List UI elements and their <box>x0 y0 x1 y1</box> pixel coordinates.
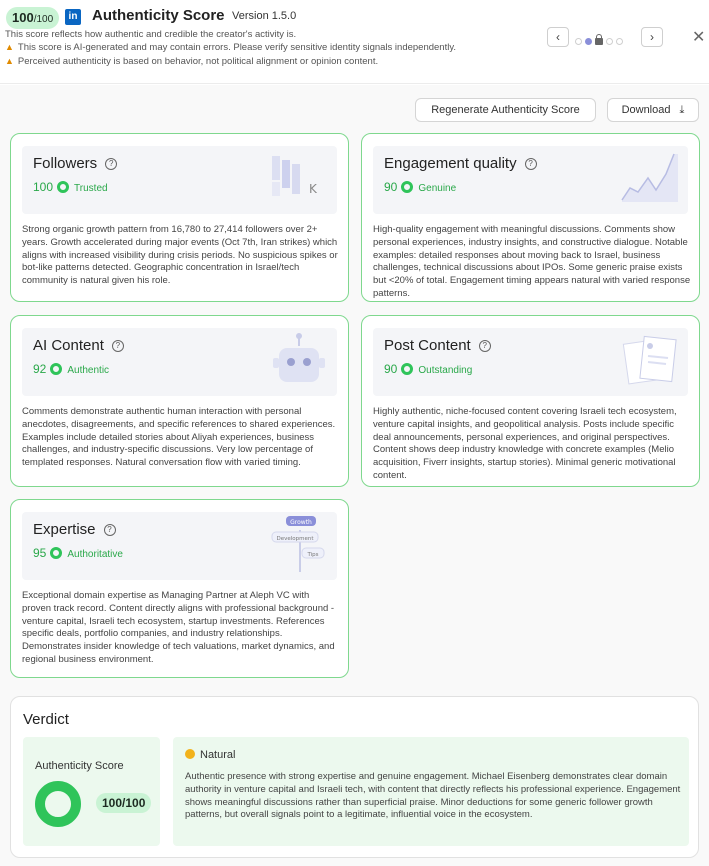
page-title: Authenticity Score <box>92 7 225 24</box>
verdict-summary-box <box>173 737 689 846</box>
verdict-panel <box>10 696 699 858</box>
card-header <box>22 512 337 580</box>
download-button[interactable] <box>607 98 699 122</box>
card-description: Exceptional domain expertise as Managing Partner at Aleph VC with proven track record. Content directly aligns with professional background - venture capital, Israeli tech ecosystem, startup investments. References specific deals, portfolio companies, and industry relationships. Demonstrates insider knowledge of tech valuations, market dynamics, and regional business environment. <box>22 590 335 665</box>
header-score-max: /100 <box>33 14 54 25</box>
score-value: 90 <box>384 362 398 376</box>
verdict-score-title: Authenticity Score <box>35 760 124 772</box>
card-header <box>373 328 688 396</box>
prev-button[interactable] <box>547 27 569 47</box>
status-dot-icon <box>185 749 195 759</box>
score-ring-icon <box>50 363 62 375</box>
header-subtitle: This score reflects how authentic and credible the creator's activity is. <box>5 29 297 40</box>
card-score <box>384 180 456 194</box>
warning-icon: ▲ <box>5 42 14 52</box>
verdict-status <box>185 749 235 761</box>
score-value: 95 <box>33 546 47 560</box>
card-description: Highly authentic, niche-focused content covering Israeli tech ecosystem, venture capital insights, and geopolitical analysis. Posts include specific deal announcements, personal experiences, and original perspectives. Content shows deep industry knowledge with concrete examples (Melio acquisition, Fiverr insights, startup stories). Minimal generic motivational content. <box>373 406 677 481</box>
card-title: Engagement quality ? <box>384 155 537 172</box>
score-value: 90 <box>384 180 398 194</box>
svg-text:Growth: Growth <box>290 519 312 526</box>
score-ring-icon <box>50 547 62 559</box>
card-description: Comments demonstrate authentic human interaction with personal anecdotes, disagreements, and specific references to shared experiences. Examples include detailed stories about Aliyah experiences, business challenges, and industry-specific discussions. Very low percentage of templated responses. Natural conversation flow with varied timing. <box>22 406 336 469</box>
card-expertise <box>10 499 349 678</box>
score-label: Trusted <box>74 183 108 194</box>
page-dot[interactable] <box>575 38 582 45</box>
chevron-right-icon: › <box>650 30 654 44</box>
score-ring-icon <box>401 363 413 375</box>
card-header <box>22 146 337 214</box>
score-label: Outstanding <box>418 365 473 376</box>
regenerate-button[interactable]: Regenerate Authenticity Score <box>415 98 596 122</box>
chevron-left-icon: ‹ <box>556 30 560 44</box>
help-icon[interactable]: ? <box>112 340 124 352</box>
svg-text:Tips: Tips <box>307 552 319 558</box>
score-ring-icon <box>57 181 69 193</box>
card-score <box>33 180 108 194</box>
post-documents-icon <box>620 332 680 390</box>
download-icon: ⤓ <box>679 104 685 116</box>
score-label: Genuine <box>418 183 457 194</box>
next-button[interactable] <box>641 27 663 47</box>
verdict-text: Authentic presence with strong expertise and genuine engagement. Michael Eisenberg demonstrates clear domain authority in venture capital and Israeli tech, with content that directly reflects his professional experience. Engagement shows meaningful discussions rather than superficial praise. Minor deductions for some generic follower growth patterns, but overall signals point to a legitimate, influential voice in the ecosystem. <box>185 771 681 821</box>
card-header <box>373 146 688 214</box>
score-label: Authoritative <box>67 549 123 560</box>
version-label: Version 1.5.0 <box>232 10 297 22</box>
header-score-badge <box>6 7 59 29</box>
card-title: Expertise ? <box>33 521 116 538</box>
page-dot-active[interactable] <box>585 38 592 45</box>
help-icon[interactable]: ? <box>104 524 116 536</box>
card-engagement-quality <box>361 133 700 302</box>
robot-icon <box>269 332 329 390</box>
followers-chart-icon <box>269 150 329 208</box>
help-icon[interactable]: ? <box>479 340 491 352</box>
card-title: Post Content ? <box>384 337 491 354</box>
warning-text: This score is AI-generated and may contain errors. Please verify sensitive identity signals independently. <box>17 42 457 53</box>
page-indicator <box>575 33 626 41</box>
card-score <box>33 546 123 560</box>
warning-line-1 <box>5 42 456 53</box>
card-score <box>33 362 109 376</box>
svg-text:K: K <box>309 182 317 196</box>
page-dot[interactable] <box>606 38 613 45</box>
close-icon[interactable]: ✕ <box>692 29 706 46</box>
score-label: Authentic <box>67 365 110 376</box>
verdict-score-value: 100/100 <box>96 793 151 813</box>
download-label: Download <box>621 104 671 116</box>
score-value: 100 <box>33 180 54 194</box>
card-followers <box>10 133 349 302</box>
lock-icon <box>595 38 603 45</box>
card-title: AI Content ? <box>33 337 124 354</box>
card-ai-content <box>10 315 349 487</box>
help-icon[interactable]: ? <box>105 158 117 170</box>
header <box>0 0 709 84</box>
card-score <box>384 362 472 376</box>
verdict-status-label: Natural <box>200 749 236 761</box>
warning-text: Perceived authenticity is based on behavior, not political alignment or opinion content. <box>17 56 379 67</box>
header-score-value: 100 <box>12 10 34 25</box>
card-title: Followers ? <box>33 155 117 172</box>
verdict-score-box <box>23 737 160 846</box>
card-description: High-quality engagement with meaningful discussions. Comments show personal experiences, industry insights, and constructive dialogue. Notable examples: detailed responses about moving back to Israel, business challenges, technical discussions about IPOs. Some generic praise exists but <20% of total. Engagement timing appears natural with varied response patterns. <box>373 224 691 299</box>
score-value: 92 <box>33 362 47 376</box>
card-header <box>22 328 337 396</box>
page-dot[interactable] <box>616 38 623 45</box>
help-icon[interactable]: ? <box>525 158 537 170</box>
score-ring-icon <box>401 181 413 193</box>
card-post-content <box>361 315 700 487</box>
linkedin-icon: in <box>65 9 81 25</box>
card-description: Strong organic growth pattern from 16,780 to 27,414 followers over 2+ years. Growth accelerated during major events (Oct 7th, Iran strikes) which aligns with increased visibility during crisis periods. No suspicious spikes or bot-like patterns detected. Geographic concentration in Israel/tech community is natural given his role. <box>22 224 338 287</box>
engagement-line-chart-icon <box>620 150 680 208</box>
score-donut-icon <box>35 781 81 827</box>
verdict-title: Verdict <box>23 711 69 728</box>
svg-text:Development: Development <box>276 536 314 542</box>
warning-line-2 <box>5 56 378 67</box>
expertise-tags-icon <box>267 516 333 574</box>
warning-icon: ▲ <box>5 56 14 66</box>
